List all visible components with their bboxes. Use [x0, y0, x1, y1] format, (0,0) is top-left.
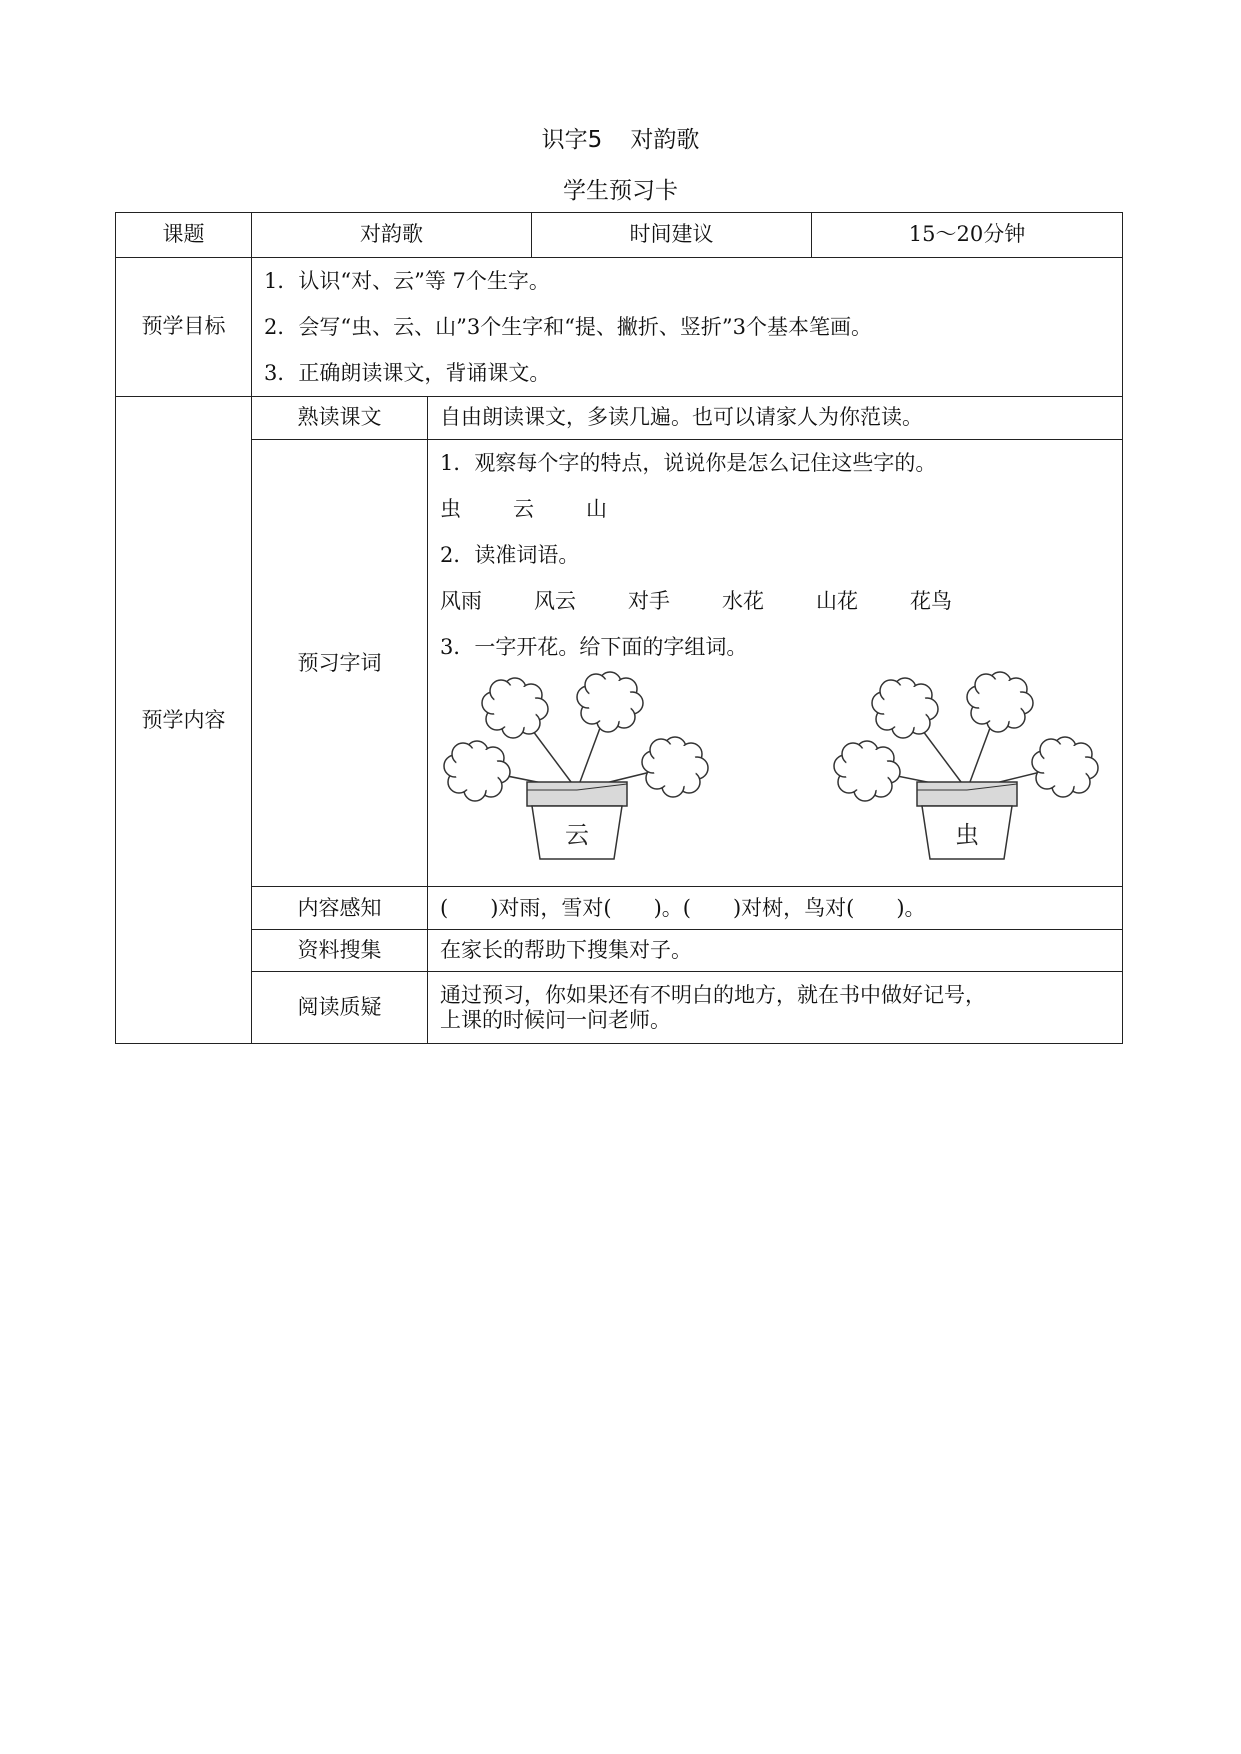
word-item: 对手	[628, 589, 670, 613]
flower-bubble	[872, 678, 938, 738]
flower-bubble	[577, 672, 643, 732]
perceive-row	[116, 887, 1123, 930]
words-q3: 3．一字开花。给下面的字组词。	[440, 635, 748, 659]
pot-char: 云	[565, 821, 589, 849]
perceive-label: 内容感知	[252, 887, 428, 930]
lesson-heading	[0, 121, 1241, 154]
words-label: 预习字词	[252, 440, 428, 887]
char-item: 云	[513, 497, 534, 521]
char-item: 虫	[440, 497, 461, 521]
read-label: 熟读课文	[252, 397, 428, 440]
content-label: 预学内容	[116, 397, 252, 1044]
pot-char: 虫	[955, 821, 979, 849]
goal-item: 3．正确朗读课文，背诵课文。	[264, 361, 551, 385]
goal-item: 1．认识“对、云”等 7个生字。	[264, 269, 550, 293]
flower-bubble	[642, 737, 708, 797]
flower-pot-left	[444, 672, 708, 859]
read-text: 自由朗读课文，多读几遍。也可以请家人为你范读。	[428, 397, 1123, 440]
time-label: 时间建议	[532, 213, 812, 258]
goals-list	[252, 258, 1123, 397]
word-item: 风雨	[440, 589, 482, 613]
goal-item: 2．会写“虫、云、山”3个生字和“提、撇折、竖折”3个基本笔画。	[264, 315, 873, 339]
word-item: 风云	[534, 589, 576, 613]
lesson-title: 对韵歌	[630, 127, 700, 153]
flower-pot-right	[834, 672, 1098, 859]
flower-bubble	[482, 678, 548, 738]
word-list	[440, 578, 1110, 624]
card-title: 学生预习卡	[563, 178, 678, 204]
doubt-text	[428, 972, 1123, 1044]
time-value: 15～20分钟	[812, 213, 1123, 258]
perceive-text: ( )对雨，雪对( )。( )对树，鸟对( )。	[428, 887, 1123, 930]
word-item: 水花	[722, 589, 764, 613]
read-row	[116, 397, 1123, 440]
char-item: 山	[586, 497, 607, 521]
doubt-line: 通过预习，你如果还有不明白的地方，就在书中做好记号，	[440, 982, 986, 1007]
topic-value: 对韵歌	[252, 213, 532, 258]
flower-bubble	[834, 741, 900, 801]
doubt-label: 阅读质疑	[252, 972, 428, 1044]
words-q2: 2．读准词语。	[440, 543, 580, 567]
char-list	[440, 486, 1110, 532]
doubt-row	[116, 972, 1123, 1044]
doubt-line: 上课的时候问一问老师。	[440, 1007, 671, 1032]
flower-bubble	[967, 672, 1033, 732]
flower-bubble	[444, 741, 510, 801]
goals-row	[116, 258, 1123, 397]
lesson-number: 识字5	[541, 127, 603, 153]
topic-label: 课题	[116, 213, 252, 258]
word-item: 山花	[816, 589, 858, 613]
flower-pots-illustration	[440, 670, 1140, 880]
flower-bubble	[1032, 737, 1098, 797]
goals-label: 预学目标	[116, 258, 252, 397]
collect-row	[116, 930, 1123, 972]
topic-row	[116, 213, 1123, 258]
words-content	[428, 440, 1123, 887]
collect-text: 在家长的帮助下搜集对子。	[428, 930, 1123, 972]
word-item: 花鸟	[910, 589, 952, 613]
collect-label: 资料搜集	[252, 930, 428, 972]
words-q1: 1．观察每个字的特点，说说你是怎么记住这些字的。	[440, 451, 937, 475]
preview-card-table	[115, 212, 1123, 1044]
words-row	[116, 440, 1123, 887]
